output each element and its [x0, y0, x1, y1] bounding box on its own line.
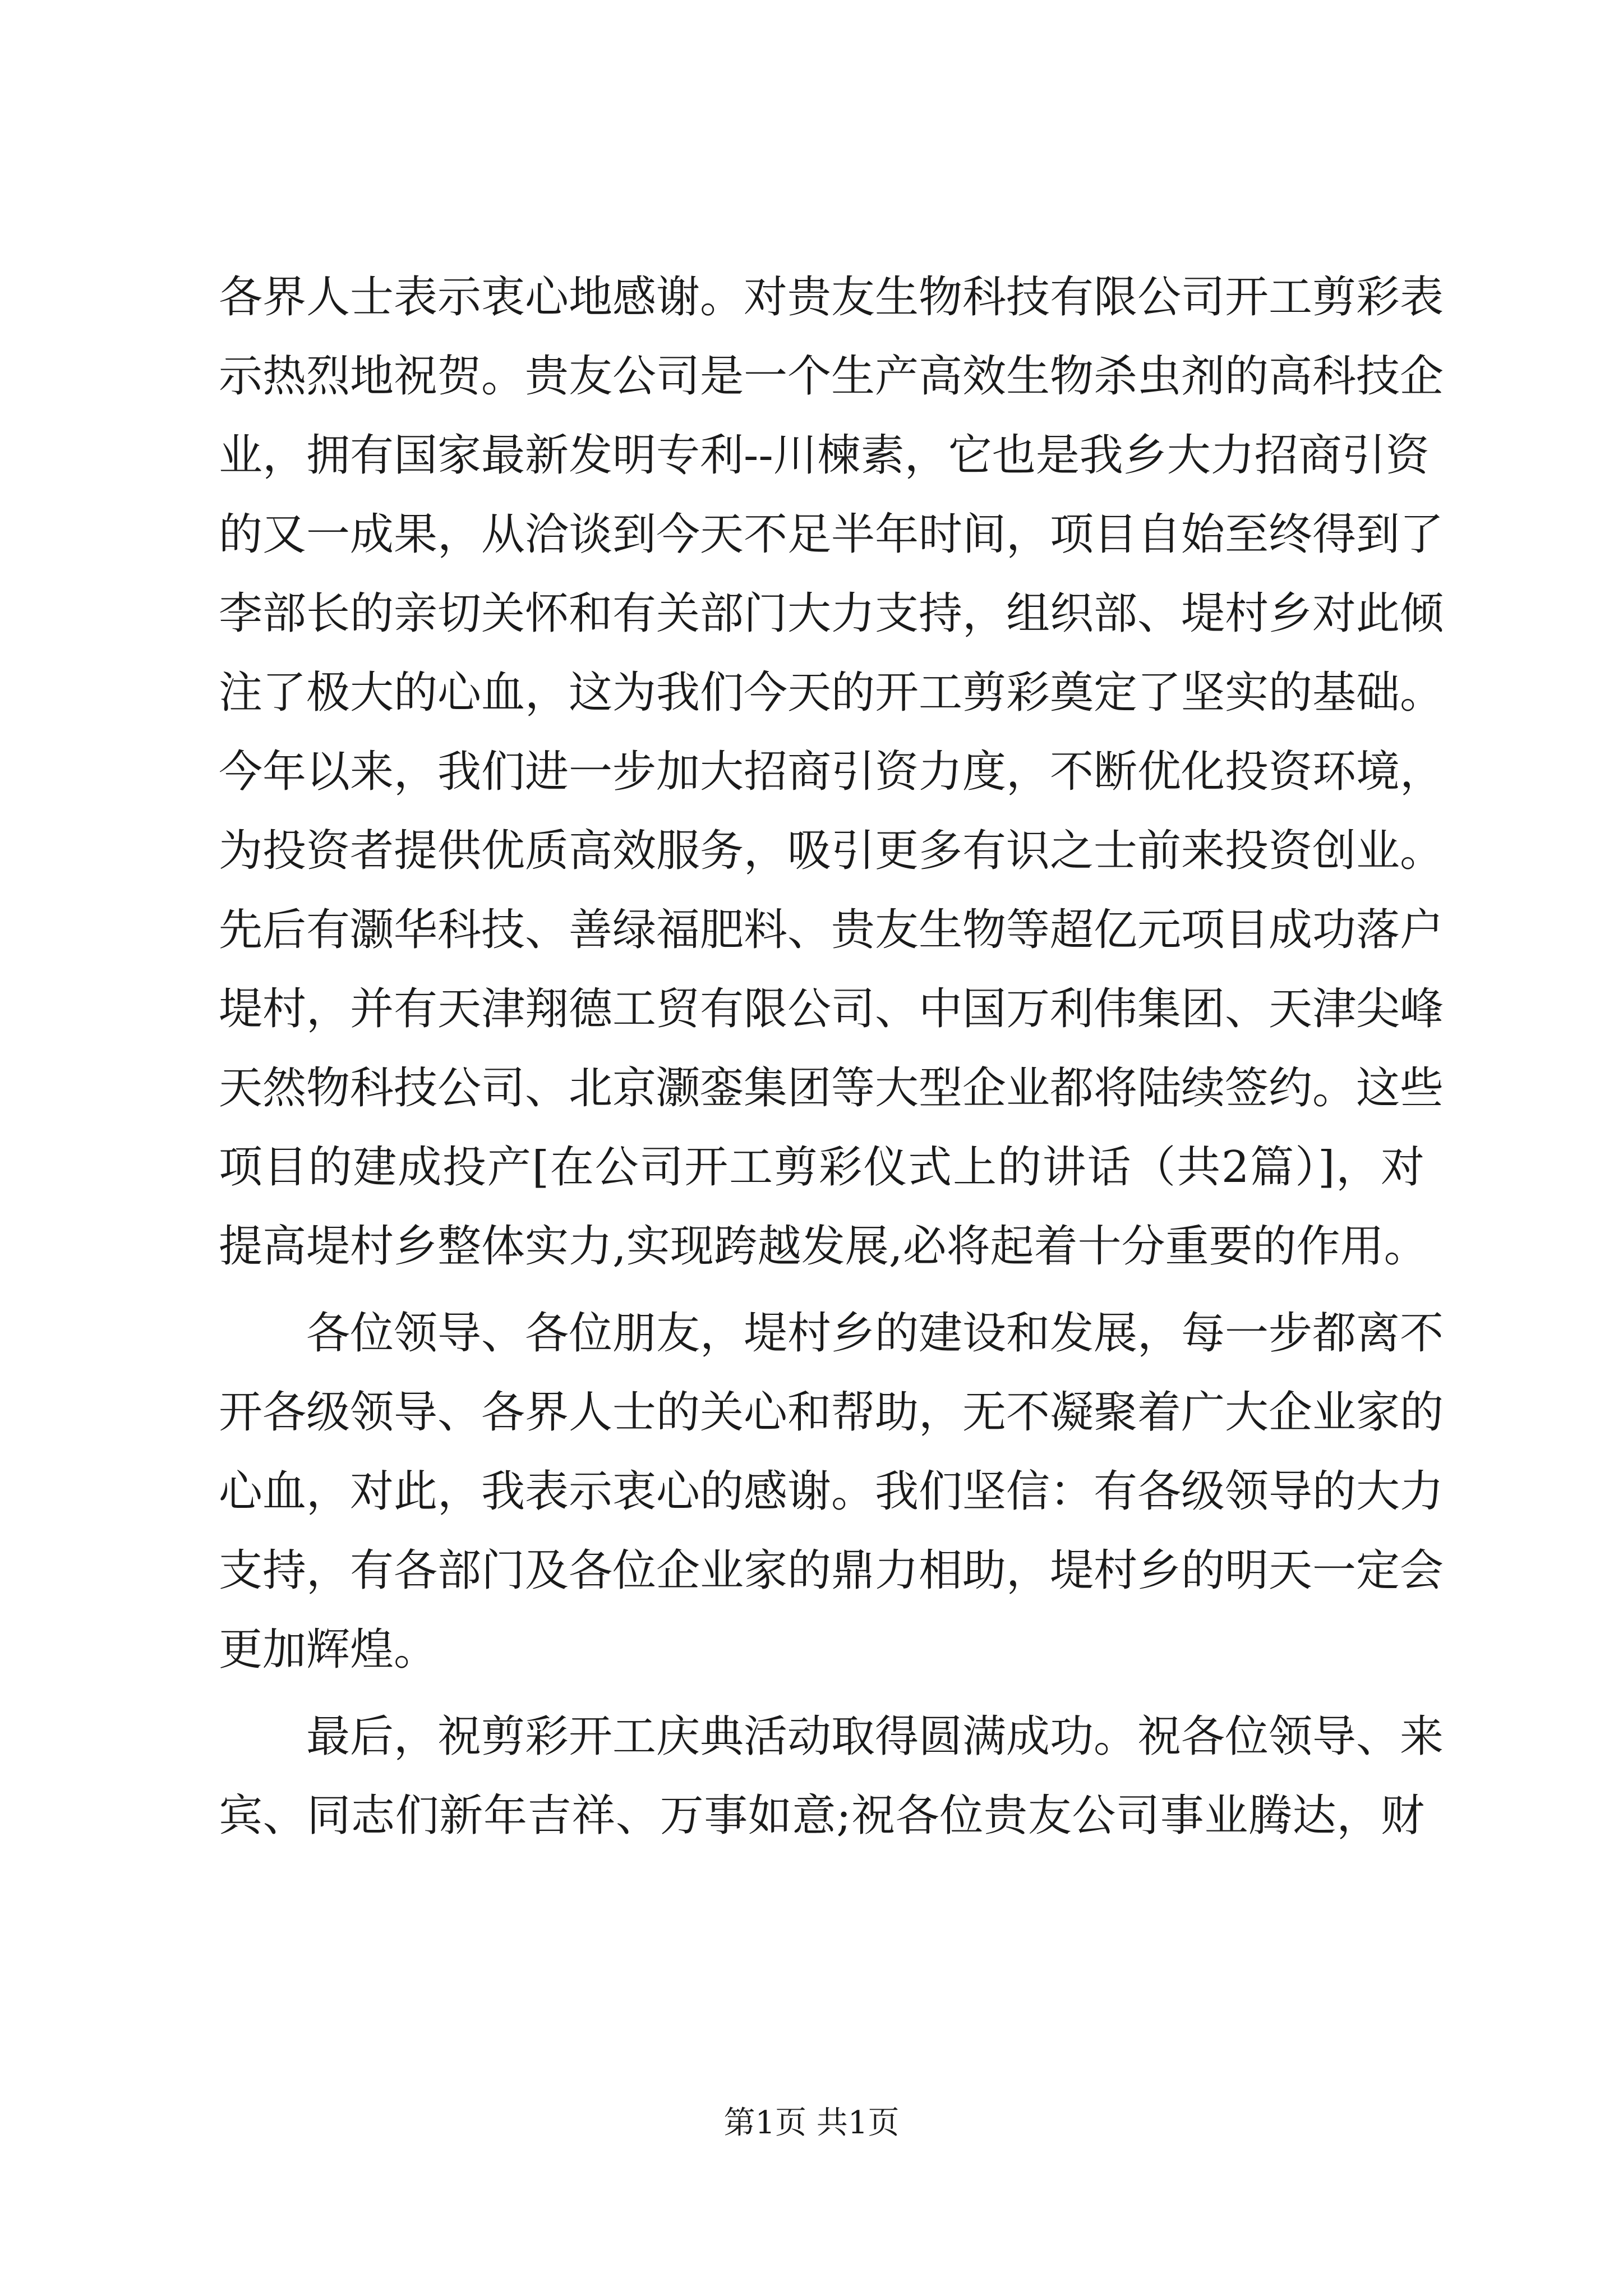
text-line: 的又一成果，从洽谈到今天不足半年时间，项目自始至终得到了	[219, 509, 1444, 560]
text-line: 心血，对此，我表示衷心的感谢。我们坚信：有各级领导的大力	[219, 1466, 1444, 1517]
text-line: 天然物科技公司、北京灏銮集团等大型企业都将陆续签约。这些	[219, 1063, 1444, 1114]
text-line: 各界人士表示衷心地感谢。对贵友生物科技有限公司开工剪彩表	[219, 272, 1444, 323]
paragraph-1	[219, 258, 1444, 1286]
paragraph-spacer	[219, 1286, 1424, 1294]
text-line: 为投资者提供优质高效服务，吸引更多有识之士前来投资创业。	[219, 826, 1444, 876]
page-number-label: 第1页 共1页	[723, 2105, 900, 2141]
text-line: 更加辉煌。	[219, 1625, 438, 1675]
paragraph-2	[219, 1294, 1444, 1690]
paragraph-3	[219, 1697, 1444, 1856]
text-line: 李部长的亲切关怀和有关部门大力支持，组织部、堤村乡对此倾	[219, 588, 1444, 639]
text-line: 今年以来，我们进一步加大招商引资力度，不断优化投资环境，	[219, 747, 1444, 797]
text-line: 各位领导、各位朋友，堤村乡的建设和发展，每一步都离不	[306, 1308, 1444, 1359]
text-line: 支持，有各部门及各位企业家的鼎力相助，堤村乡的明天一定会	[219, 1545, 1444, 1596]
text-line: 最后，祝剪彩开工庆典活动取得圆满成功。祝各位领导、来	[306, 1711, 1444, 1762]
text-line: 提高堤村乡整体实力,实现跨越发展,必将起着十分重要的作用。	[219, 1221, 1428, 1272]
document-body	[219, 258, 1444, 1856]
text-line: 注了极大的心血，这为我们今天的开工剪彩奠定了坚实的基础。	[219, 668, 1444, 718]
text-line: 先后有灏华科技、善绿福肥料、贵友生物等超亿元项目成功落户	[219, 905, 1444, 955]
page-footer	[0, 2098, 1623, 2143]
text-line: 开各级领导、各界人士的关心和帮助，无不凝聚着广大企业家的	[219, 1387, 1444, 1438]
text-line: 项目的建成投产[在公司开工剪彩仪式上的讲话（共2篇）]，对	[219, 1142, 1424, 1193]
text-line: 宾、同志们新年吉祥、万事如意;祝各位贵友公司事业腾达，财	[219, 1791, 1424, 1841]
paragraph-spacer	[219, 1690, 1424, 1697]
text-line: 示热烈地祝贺。贵友公司是一个生产高效生物杀虫剂的高科技企	[219, 351, 1444, 402]
text-line: 堤村，并有天津翔德工贸有限公司、中国万利伟集团、天津尖峰	[219, 984, 1444, 1034]
text-line: 业，拥有国家最新发明专利--川楝素，它也是我乡大力招商引资	[219, 430, 1430, 481]
